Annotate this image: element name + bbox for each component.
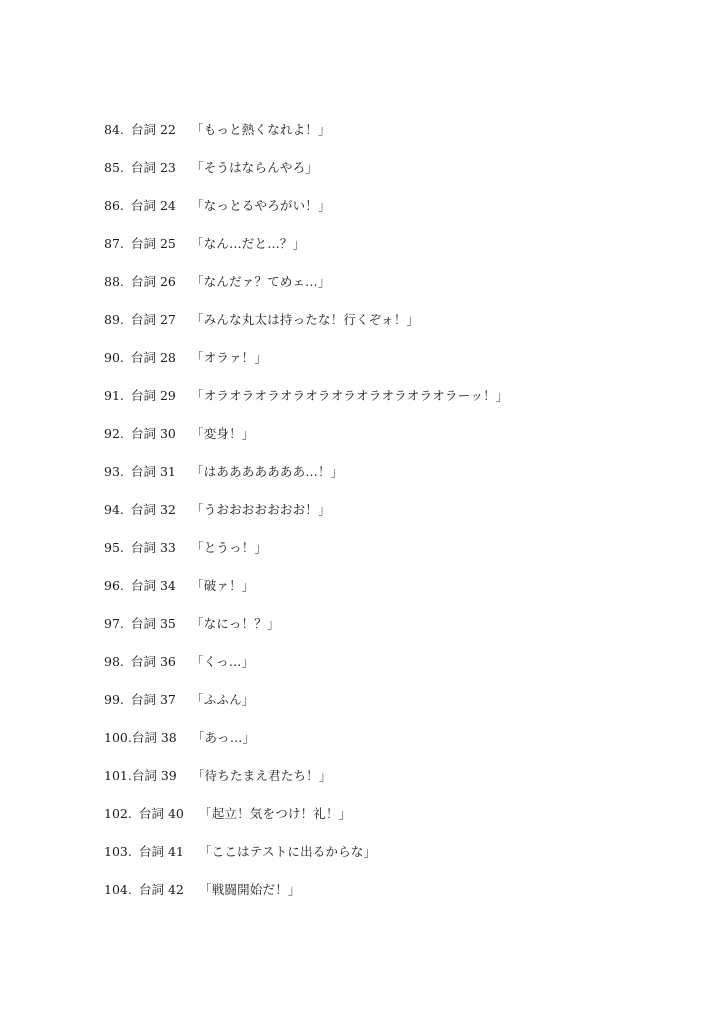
item-number: 103.	[104, 844, 132, 859]
item-quote: 「変身！」	[191, 426, 255, 441]
item-quote: 「なん…だと…？」	[191, 236, 306, 251]
item-quote: 「はあああああああ…！」	[191, 464, 344, 479]
list-item	[104, 690, 509, 728]
list-item	[104, 576, 509, 614]
list-item	[104, 462, 509, 500]
list-item	[104, 272, 509, 310]
item-quote: 「オラァ！」	[191, 350, 268, 365]
item-quote: 「破ァ！」	[191, 578, 255, 593]
dialogue-list	[104, 120, 509, 918]
item-label: 台詞 29	[131, 388, 176, 403]
item-quote: 「もっと熱くなれよ！」	[191, 122, 331, 137]
item-label: 台詞 40	[139, 806, 184, 821]
item-label: 台詞 34	[131, 578, 176, 593]
list-item	[104, 196, 509, 234]
item-label: 台詞 30	[131, 426, 176, 441]
item-label: 台詞 42	[139, 882, 184, 897]
item-label: 台詞 27	[131, 312, 176, 327]
item-quote: 「とうっ！」	[191, 540, 268, 555]
list-item	[104, 538, 509, 576]
list-item	[104, 804, 509, 842]
item-label: 台詞 39	[131, 768, 177, 783]
item-quote: 「なんだァ？てめェ…」	[191, 274, 331, 289]
item-number: 101.	[104, 768, 132, 783]
item-number: 86.	[104, 198, 124, 213]
item-label: 台詞 35	[131, 616, 176, 631]
item-quote: 「なにっ！？」	[191, 616, 280, 631]
item-quote: 「待ちたまえ君たち！」	[191, 768, 332, 783]
item-quote: 「ここはテストに出るからな」	[199, 844, 377, 859]
item-label: 台詞 28	[131, 350, 176, 365]
item-label: 台詞 31	[131, 464, 176, 479]
item-number: 89.	[104, 312, 124, 327]
item-number: 95.	[104, 540, 124, 555]
item-number: 104.	[104, 882, 132, 897]
item-label: 台詞 32	[131, 502, 176, 517]
item-number: 98.	[104, 654, 124, 669]
item-quote: 「あっ…」	[191, 730, 256, 745]
list-item	[104, 614, 509, 652]
list-item	[104, 842, 509, 880]
item-quote: 「くっ…」	[191, 654, 255, 669]
item-quote: 「戦闘開始だ！」	[199, 882, 301, 897]
item-label: 台詞 33	[131, 540, 176, 555]
list-item	[104, 120, 509, 158]
list-item	[104, 880, 509, 918]
item-label: 台詞 22	[131, 122, 176, 137]
item-number: 90.	[104, 350, 124, 365]
item-label: 台詞 37	[131, 692, 176, 707]
list-item	[104, 310, 509, 348]
list-item	[104, 766, 509, 804]
list-item	[104, 728, 509, 766]
item-quote: 「うおおおおおおお！」	[191, 502, 331, 517]
item-number: 94.	[104, 502, 124, 517]
list-item	[104, 386, 509, 424]
list-item	[104, 424, 509, 462]
item-number: 100.	[104, 730, 132, 745]
item-label: 台詞 36	[131, 654, 176, 669]
item-label: 台詞 41	[139, 844, 184, 859]
item-label: 台詞 23	[131, 160, 176, 175]
item-quote: 「オラオラオラオラオラオラオラオラオラオラーッ！」	[191, 388, 509, 403]
list-item	[104, 652, 509, 690]
item-label: 台詞 26	[131, 274, 176, 289]
item-number: 85.	[104, 160, 124, 175]
item-quote: 「なっとるやろがい！」	[191, 198, 331, 213]
list-item	[104, 500, 509, 538]
item-number: 99.	[104, 692, 124, 707]
item-number: 87.	[104, 236, 124, 251]
item-label: 台詞 38	[131, 730, 177, 745]
list-item	[104, 158, 509, 196]
item-number: 84.	[104, 122, 124, 137]
item-number: 93.	[104, 464, 124, 479]
item-number: 92.	[104, 426, 124, 441]
list-item	[104, 348, 509, 386]
list-item	[104, 234, 509, 272]
item-label: 台詞 24	[131, 198, 176, 213]
item-quote: 「起立！気をつけ！礼！」	[199, 806, 352, 821]
item-label: 台詞 25	[131, 236, 176, 251]
item-quote: 「ふふん」	[191, 692, 255, 707]
item-number: 88.	[104, 274, 124, 289]
item-number: 91.	[104, 388, 124, 403]
item-quote: 「みんな丸太は持ったな！行くぞォ！」	[191, 312, 420, 327]
item-number: 96.	[104, 578, 124, 593]
item-number: 97.	[104, 616, 124, 631]
item-number: 102.	[104, 806, 132, 821]
item-quote: 「そうはならんやろ」	[191, 160, 319, 175]
